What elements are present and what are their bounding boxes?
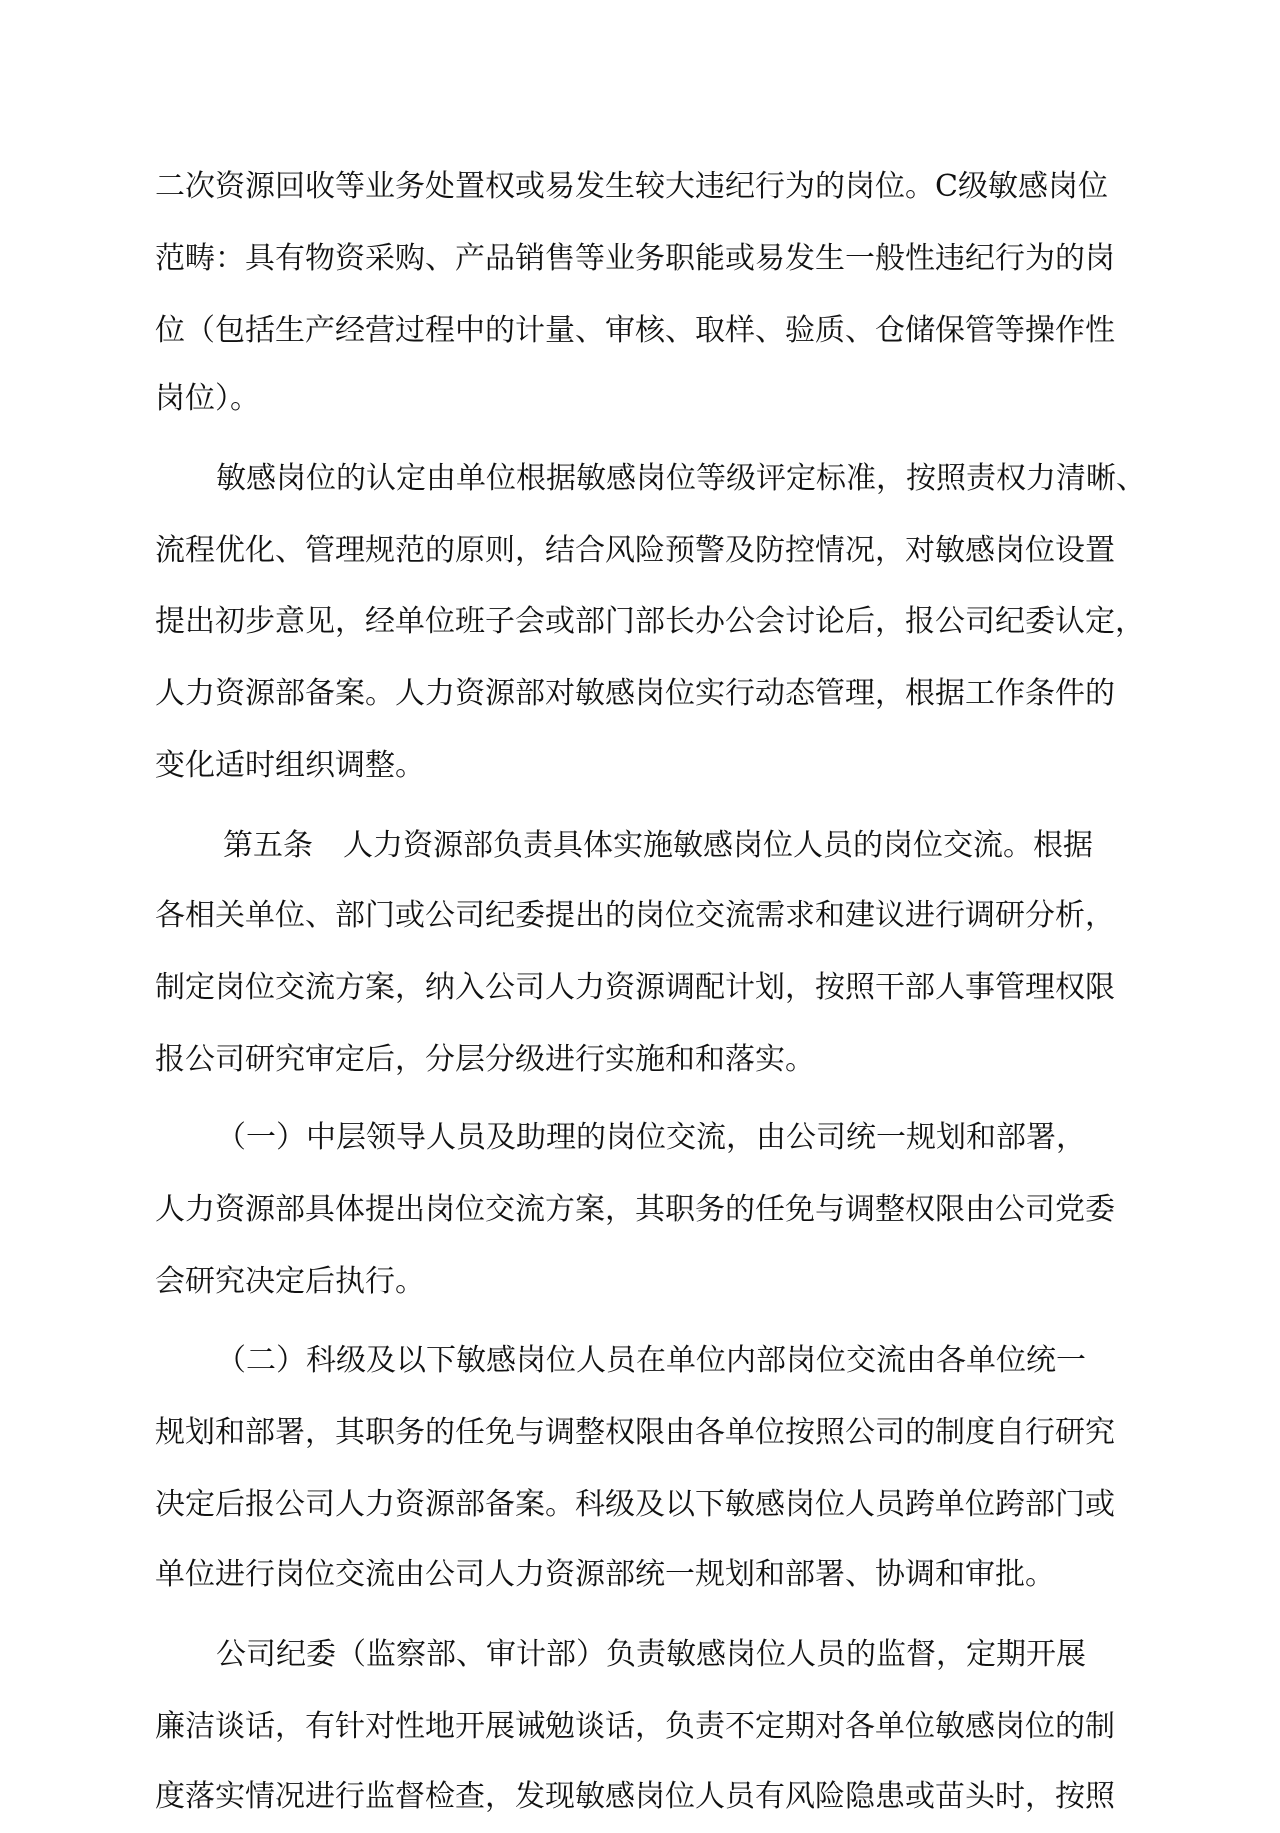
- text-line-15: 人力资源部具体提出岗位交流方案，其职务的任免与调整权限由公司党委: [155, 1192, 1115, 1227]
- text-line-21: 公司纪委（监察部、审计部）负责敏感岗位人员的监督，定期开展: [216, 1637, 1086, 1672]
- text-line-3: 位（包括生产经营过程中的计量、审核、取样、验质、仓储保管等操作性: [155, 313, 1115, 348]
- text-line-2: 范畴：具有物资采购、产品销售等业务职能或易发生一般性违纪行为的岗: [155, 241, 1115, 276]
- text-line-12: 制定岗位交流方案，纳入公司人力资源调配计划，按照干部人事管理权限: [155, 970, 1115, 1005]
- text-line-13: 报公司研究审定后，分层分级进行实施和和落实。: [155, 1042, 815, 1077]
- text-line-16: 会研究决定后执行。: [155, 1264, 425, 1299]
- text-line-7: 提出初步意见，经单位班子会或部门部长办公会讨论后，报公司纪委认定，: [155, 604, 1145, 639]
- text-line-23: 度落实情况进行监督检查，发现敏感岗位人员有风险隐患或苗头时，按照: [155, 1779, 1115, 1814]
- text-line-14: （一）中层领导人员及助理的岗位交流，由公司统一规划和部署，: [216, 1120, 1086, 1155]
- text-line-10: 第五条 人力资源部负责具体实施敏感岗位人员的岗位交流。根据: [223, 828, 1093, 863]
- text-line-11: 各相关单位、部门或公司纪委提出的岗位交流需求和建议进行调研分析，: [155, 898, 1115, 933]
- text-line-4: 岗位）。: [155, 381, 260, 416]
- text-line-19: 决定后报公司人力资源部备案。科级及以下敏感岗位人员跨单位跨部门或: [155, 1487, 1115, 1522]
- text-line-9: 变化适时组织调整。: [155, 748, 425, 783]
- text-line-1: 二次资源回收等业务处置权或易发生较大违纪行为的岗位。C级敏感岗位: [155, 169, 1108, 204]
- text-line-18: 规划和部署，其职务的任免与调整权限由各单位按照公司的制度自行研究: [155, 1415, 1115, 1450]
- text-line-22: 廉洁谈话，有针对性地开展诫勉谈话，负责不定期对各单位敏感岗位的制: [155, 1709, 1115, 1744]
- text-line-5: 敏感岗位的认定由单位根据敏感岗位等级评定标准，按照责权力清晰、: [216, 461, 1146, 496]
- text-line-6: 流程优化、管理规范的原则，结合风险预警及防控情况，对敏感岗位设置: [155, 533, 1115, 568]
- text-line-17: （二）科级及以下敏感岗位人员在单位内部岗位交流由各单位统一: [216, 1343, 1086, 1378]
- text-line-8: 人力资源部备案。人力资源部对敏感岗位实行动态管理，根据工作条件的: [155, 676, 1115, 711]
- text-line-20: 单位进行岗位交流由公司人力资源部统一规划和部署、协调和审批。: [155, 1557, 1055, 1592]
